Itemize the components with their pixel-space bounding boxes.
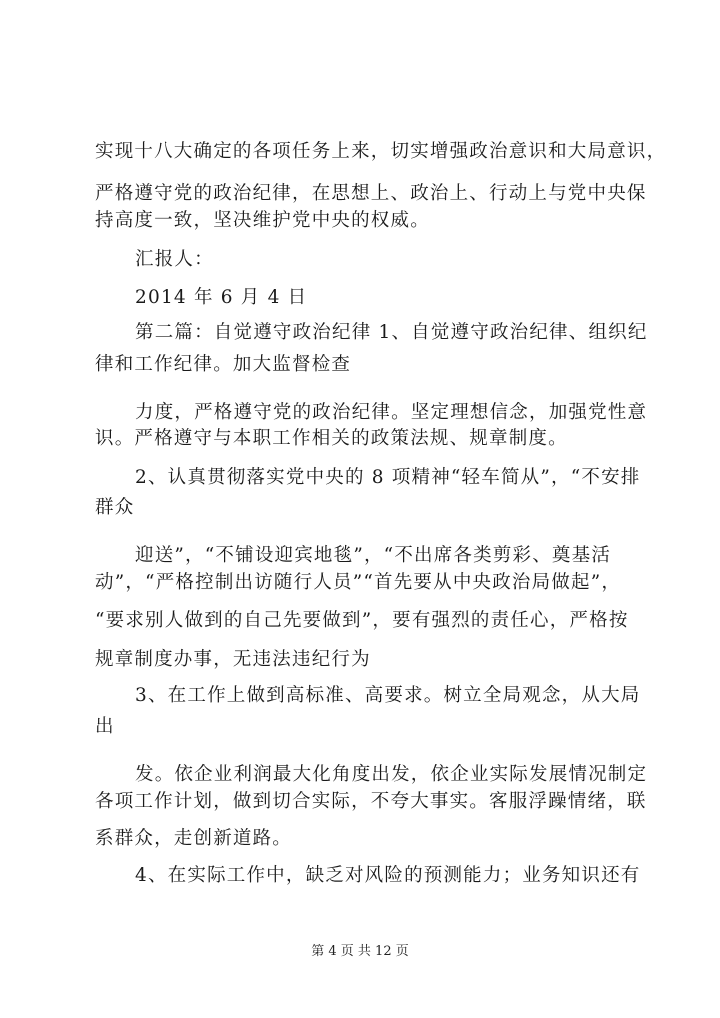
text-line: 3、在工作上做到高标准、高要求。树立全局观念，从大局 [135, 685, 641, 706]
text-line: 第二篇：自觉遵守政治纪律 1、自觉遵守政治纪律、组织纪 [135, 322, 648, 343]
text-line: 实现十八大确定的各项任务上来，切实增强政治意识和大局意识， [95, 141, 667, 162]
text-line: 群众 [95, 497, 135, 518]
text-line: 发。依企业利润最大化角度出发，依企业实际发展情况制定 [135, 764, 648, 785]
text-line: 识。严格遵守与本职工作相关的政策法规、规章制度。 [95, 428, 568, 449]
text-line: 系群众，走创新道路。 [95, 828, 293, 849]
text-line: 持高度一致，坚决维护党中央的权威。 [95, 210, 430, 231]
text-line: 各项工作计划，做到切合实际，不夸大事实。客服浮躁情绪，联 [95, 791, 647, 812]
text-line: 律和工作纪律。加大监督检查 [95, 354, 352, 375]
text-line: 出 [95, 716, 115, 737]
text-line: 严格遵守党的政治纪律，在思想上、政治上、行动上与党中央保 [95, 183, 647, 204]
text-line: 2、认真贯彻落实党中央的 8 项精神“轻车简从”，“不安排 [135, 467, 641, 488]
text-line: 规章制度办事，无违法违纪行为 [95, 649, 371, 670]
text-line: 迎送”，“不铺设迎宾地毯”，“不出席各类剪彩、奠基活 [135, 545, 612, 566]
page-number-footer: 第 4 页 共 12 页 [311, 944, 409, 959]
text-line: 力度，严格遵守党的政治纪律。坚定理想信念，加强党性意 [135, 402, 648, 423]
text-line: 4、在实际工作中，缺乏对风险的预测能力；业务知识还有 [135, 865, 641, 886]
text-line: 汇报人： [135, 249, 214, 270]
text-line: 2014 年 6 月 4 日 [135, 287, 308, 308]
text-line: “要求别人做到的自己先要做到”，要有强烈的责任心，严格按 [95, 610, 629, 631]
text-line: 动”，“严格控制出访随行人员”“首先要从中央政治局做起”， [95, 572, 622, 593]
